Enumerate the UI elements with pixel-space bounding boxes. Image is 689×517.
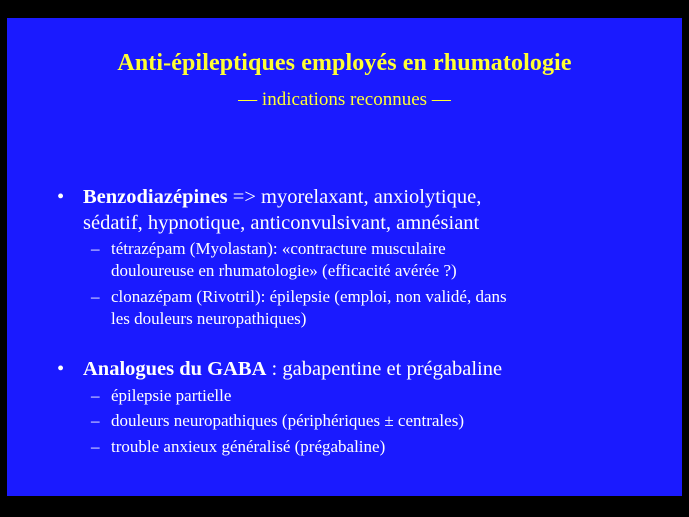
bullet-line-2: sédatif, hypnotique, anticonvulsivant, amnésiant bbox=[83, 212, 480, 234]
dash-icon: – bbox=[91, 437, 100, 456]
subitem-line-1: douleurs neuropathiques (périphériques ± centrales) bbox=[111, 411, 464, 430]
bullet-text: : gabapentine et prégabaline bbox=[266, 358, 503, 380]
subitem-line-1: clonazépam (Rivotril): épilepsie (emploi, non validé, dans bbox=[111, 287, 507, 306]
subitem-line-2: les douleurs neuropathiques) bbox=[111, 309, 307, 328]
bullet-icon: • bbox=[57, 186, 65, 208]
subitem-line-1: épilepsie partielle bbox=[111, 386, 232, 405]
bullet-heading: Analogues du GABA bbox=[83, 358, 267, 380]
bullet-icon: • bbox=[57, 358, 65, 380]
dash-icon: – bbox=[91, 411, 100, 430]
bullet-text: => myorelaxant, anxiolytique, bbox=[227, 186, 482, 208]
slide-subtitle: — indications reconnues — bbox=[238, 89, 451, 110]
dash-icon: – bbox=[91, 287, 100, 306]
slide-title: Anti-épileptiques employés en rhumatologie bbox=[117, 50, 572, 76]
subitem-line-1: tétrazépam (Myolastan): «contracture musculaire bbox=[111, 239, 446, 258]
bullet-line-1 bbox=[83, 356, 502, 382]
dash-icon: – bbox=[91, 386, 100, 405]
subitem-line-1: trouble anxieux généralisé (prégabaline) bbox=[111, 437, 386, 456]
presentation-slide bbox=[7, 18, 682, 496]
bullet-line-1 bbox=[83, 184, 481, 210]
bullet-heading: Benzodiazépines bbox=[83, 186, 228, 208]
subitem-line-2: douloureuse en rhumatologie» (efficacité avérée ?) bbox=[111, 261, 457, 280]
dash-icon: – bbox=[91, 239, 100, 258]
